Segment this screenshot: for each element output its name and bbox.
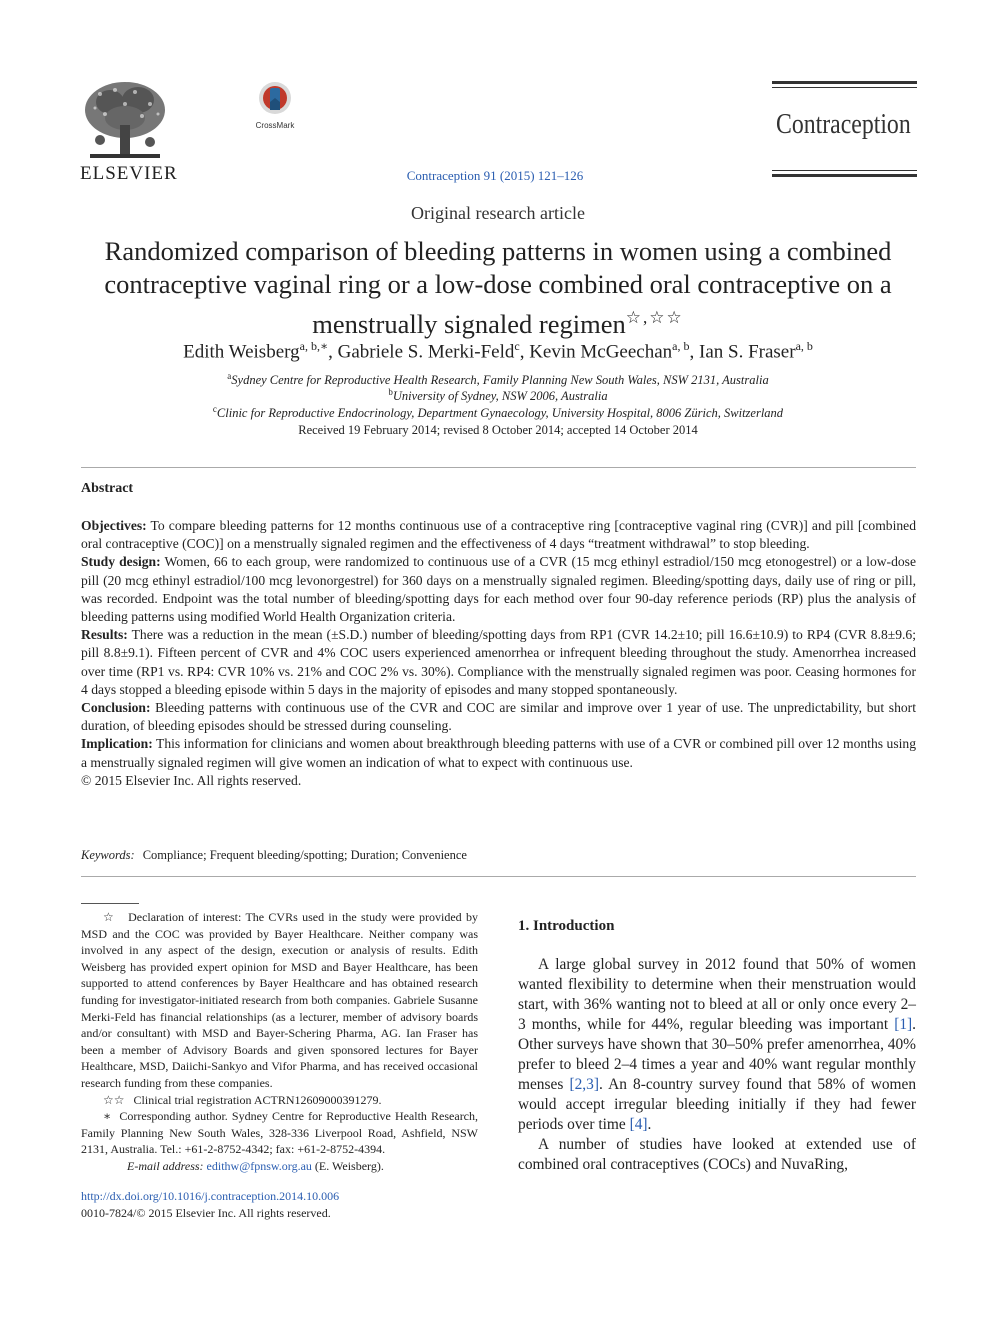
footnote-trial: [81, 1092, 478, 1109]
citation-link[interactable]: [4]: [629, 1116, 648, 1133]
footnote-corresponding: [81, 1108, 478, 1158]
publisher-name: ELSEVIER: [80, 163, 178, 184]
section-heading-introduction: 1. Introduction: [518, 918, 615, 934]
abstract-text: There was a reduction in the mean (±S.D.) number of bleeding/spotting days from RP1 (CVR 14.2±10; pill 16.6±10.9) to RP4 (CVR 8.8±9.6; pill 8.8±9.1). Fifteen percent of CVR and 4% COC users experienced amenorrhea or infrequent bleeding throughout the study. Amenorrhea increased over time (RP1 vs. RP4: CVR 10% vs. 21% and COC 2% vs. 30%). Compliance with the menstrually signaled regimen was poor. Ceasing hormones for 4 days stopped a bleeding episode within 5 days in the majority of episodes and many stopped spontaneously.: [81, 627, 916, 697]
abstract-heading: Abstract: [81, 481, 134, 496]
email-link[interactable]: edithw@fpnsw.org.au: [206, 1158, 312, 1173]
author-list: [74, 339, 922, 363]
footnote-text: Declaration of interest: The CVRs used in the study were provided by MSD and the COC was provided by Bayer Healthcare. Neither company was involved in any aspect of the design, execution or analysis of results. Edith Weisberg has provided expert opinion for MSD and Bayer Healthcare, has been supported to attend conferences by Bayer Healthcare and has obtained research funding for investigator-initiated research from both companies. Gabriele Susanne Merki-Feld has financial relationships (as a lecturer, member of advisory boards and/or consultant) with MSD and Bayer-Schering Pharma, AG. Ian Fraser has been a member of Advisory Boards and given sponsored lectures for Bayer Healthcare, MSD, Daiichi-Sankyo and Vifor Pharma, and has received occasional research funding from these companies.: [81, 910, 479, 1090]
author-name[interactable]: Edith Weisberg: [183, 341, 300, 363]
email-label: E-mail address:: [127, 1158, 204, 1173]
article-type: Original research article: [411, 203, 585, 223]
affiliation-text: Sydney Centre for Reproductive Health Research, Family Planning New South Wales, NSW 2131, Australia: [231, 373, 769, 388]
journal-bottom-rule: [772, 174, 917, 177]
text-run: . An 8-country survey found that 58% of women would accept irregular bleeding initially if they had fewer periods over time: [518, 1076, 917, 1133]
abstract-text: To compare bleeding patterns for 12 months continuous use of a contraceptive ring [contraceptive vaginal ring (CVR)] and pill [combined oral contraceptive (COC)] on a menstrually signaled regimen and the effectiveness of 4 days “treatment withdrawal” to stop bleeding.: [81, 518, 916, 552]
author-affil-sup: a, b: [795, 339, 813, 353]
journal-top-rule: [772, 81, 917, 84]
text-run: A large global survey in 2012 found that 50% of women wanted flexibility to determine when their menstruation would start, with 36% wanting not to bleed at all or only once every 2–3 months, while for 44%, regular bleeding was important: [518, 956, 916, 1033]
paragraph: [518, 955, 916, 1135]
abstract-section-results: [81, 626, 916, 699]
crossmark-label: CrossMark: [255, 121, 295, 130]
citation-link[interactable]: [1]: [894, 1016, 913, 1033]
author-affil-sup: a, b: [672, 339, 690, 353]
footnote-email: [81, 1158, 478, 1175]
author-separator: ,: [689, 341, 699, 363]
abstract-text: Women, 66 to each group, were randomized to continuous use of a CVR (15 mcg ethinyl estradiol/150 mcg etonogestrel) or a low-dose pill (20 mcg ethinyl estradiol/100 mcg levonorgestrel) for 360 days on a menstrually signaled regimen. Bleeding/spotting days, daily use of ring or pill, was recorded. Endpoint was the total number of bleeding/spotting days for each method over four 90-day reference periods (RP) plus the analysis of bleeding patterns using modified World Health Organization criteria.: [81, 554, 917, 625]
email-suffix: (E. Weisberg).: [311, 1158, 384, 1173]
footnote-mark: ∗: [103, 1109, 112, 1124]
author-separator: ,: [519, 341, 530, 363]
affiliation: [74, 387, 922, 404]
footnote-mark: ☆: [103, 910, 116, 924]
elsevier-tree-icon: [80, 80, 170, 162]
abstract-label: Conclusion:: [81, 700, 151, 716]
abstract-section-implication: [81, 735, 916, 771]
introduction-body: [518, 955, 916, 1175]
abstract-copyright: © 2015 Elsevier Inc. All rights reserved.: [81, 772, 302, 788]
article-title-text: Randomized comparison of bleeding patterns in women using a combined contraceptive vaginal ring or a low-dose combined oral contraceptive on a menstrually signaled regimen: [104, 236, 892, 339]
footnote-text: Corresponding author. Sydney Centre for Reproductive Health Research, Family Planning New South Wales, 328-336 Liverpool Road, Ashfield, NSW 2131, Australia. Tel.: +61-2-8752-4342; fax: +61-2-8752-4394.: [81, 1109, 479, 1157]
abstract-section-conclusion: [81, 699, 916, 735]
title-footnote-marks[interactable]: ☆,☆☆: [625, 308, 684, 327]
abstract-text: Bleeding patterns with continuous use of the CVR and COC are similar and improve over 1 year of use. The unpredictability, but short duration, of bleeding episodes should be stressed during counseling.: [81, 700, 916, 734]
keywords-label: Keywords:: [81, 848, 135, 862]
abstract-section-objectives: [81, 517, 916, 553]
footnote-text: Clinical trial registration ACTRN12609000391279.: [133, 1092, 382, 1107]
abstract-label: Implication:: [81, 736, 153, 752]
affiliation: [74, 404, 922, 421]
abstract-section-study-design: [81, 553, 916, 626]
author-name[interactable]: Ian S. Fraser: [699, 341, 796, 363]
author-name[interactable]: Kevin McGeechan: [529, 341, 673, 363]
author-affil-sup: c: [514, 339, 520, 353]
crossmark-icon: [255, 80, 295, 116]
abstract-body: [81, 517, 916, 790]
journal-citation-link[interactable]: Contraception 91 (2015) 121–126: [406, 168, 584, 183]
divider: [81, 467, 916, 468]
crossmark-badge[interactable]: [253, 80, 297, 130]
footnote-interest: [81, 909, 478, 1092]
abstract-label: Results:: [81, 627, 128, 643]
footnote-rule: [81, 903, 139, 904]
author-name[interactable]: Gabriele S. Merki-Feld: [337, 341, 515, 363]
affiliation-sup: a: [227, 371, 232, 381]
doi-link[interactable]: http://dx.doi.org/10.1016/j.contraception.2014.10.006: [81, 1189, 340, 1203]
journal-bottom-rule-thin: [772, 170, 917, 171]
affiliation-sup: b: [388, 387, 393, 397]
abstract-text: This information for clinicians and women about breakthrough bleeding patterns with use of a CVR or combined pill over 12 months using a menstrually signaled regimen will give women an indication of what to expect with continuous use.: [81, 736, 916, 770]
text-run: . Other surveys have shown that 30–50% prefer amenorrhea, 40% prefer to bleed 2–4 times a year and 40% want regular monthly menses: [518, 1016, 916, 1093]
footnotes: [81, 909, 478, 1175]
keywords: [81, 848, 467, 863]
author-affil-sup: a, b,∗: [299, 339, 329, 353]
doi-block: [81, 1188, 339, 1221]
affiliation: [74, 371, 922, 388]
abstract-label: Study design:: [81, 554, 161, 570]
text-run: .: [647, 1116, 652, 1133]
abstract-label: Objectives:: [81, 518, 147, 533]
footnote-mark: ☆☆: [103, 1092, 125, 1107]
divider: [81, 876, 916, 877]
elsevier-logo[interactable]: [80, 80, 170, 162]
issn-line: 0010-7824/© 2015 Elsevier Inc. All rights reserved.: [81, 1205, 331, 1220]
keywords-text: Compliance; Frequent bleeding/spotting; Duration; Convenience: [142, 848, 467, 862]
journal-top-rule-thin: [772, 87, 917, 88]
journal-name: Contraception: [776, 108, 911, 140]
affiliation-text: University of Sydney, NSW 2006, Australia: [392, 389, 608, 404]
article-title: [74, 235, 922, 341]
received-dates: Received 19 February 2014; revised 8 October 2014; accepted 14 October 2014: [298, 423, 698, 437]
citation-link[interactable]: [2,3]: [569, 1076, 599, 1093]
affiliation-sup: c: [212, 404, 217, 414]
author-separator: ,: [328, 341, 338, 363]
paragraph: A number of studies have looked at extended use of combined oral contraceptives (COCs) and NuvaRing,: [518, 1136, 916, 1173]
affiliation-text: Clinic for Reproductive Endocrinology, Department Gynaecology, University Hospital, 8006 Zürich, Switzerland: [216, 406, 784, 421]
